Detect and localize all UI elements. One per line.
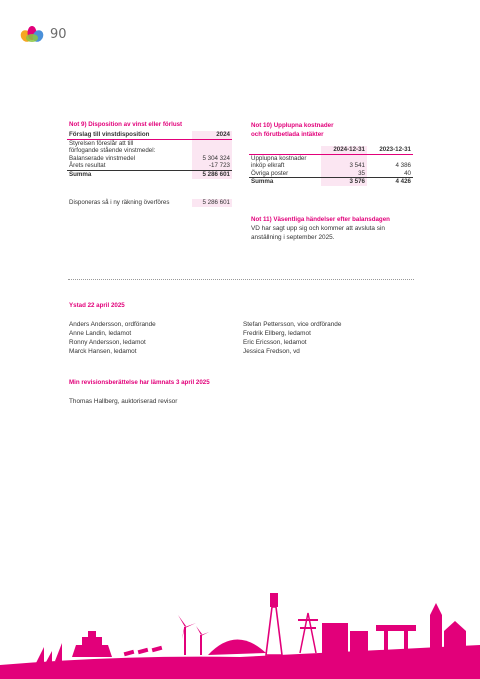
note10-table — [249, 146, 413, 186]
page-number: 90 — [50, 27, 67, 42]
city-skyline-illustration — [0, 585, 480, 679]
signatory: Anders Andersson, ordförande — [69, 321, 156, 328]
signatory: Ronny Andersson, ledamot — [69, 339, 146, 346]
signatory: Eric Ericsson, ledamot — [243, 339, 307, 346]
company-logo-icon — [20, 25, 44, 43]
signatories-left — [69, 320, 156, 356]
signatory: Jessica Fredson, vd — [243, 348, 300, 355]
table-row: Balanserade vinstmedel 5 304 324 — [69, 154, 230, 162]
table-row: Årets resultat -17 723 — [69, 162, 230, 170]
signing-place-date: Ystad 22 april 2025 — [69, 302, 125, 309]
signatory: Fredrik Ellberg, ledamot — [243, 330, 311, 337]
signatory: Marck Hansen, ledamot — [69, 348, 137, 355]
total-row: Summa 5 286 601 — [69, 170, 230, 178]
signatory: Anne Landin, ledamot — [69, 330, 132, 337]
total-row: Summa 3 576 4 426 — [251, 178, 411, 186]
note11-title: Not 11) Väsentliga händelser efter balansdagen — [251, 216, 390, 223]
table-header-row — [249, 146, 413, 154]
table-row: Styrelsen föreslår att till — [67, 139, 232, 147]
note9-title: Not 9) Disposition av vinst eller förlust — [69, 121, 183, 128]
signatories-right — [243, 320, 341, 356]
dotted-divider — [68, 279, 414, 280]
table-row: Upplupna kostnader — [249, 154, 413, 162]
note9-disposal — [67, 199, 232, 207]
table-row: Övriga poster 35 40 — [251, 169, 411, 177]
auditor-name: Thomas Hallberg, auktoriserad revisor — [69, 398, 178, 405]
table-row: förfogande stående vinstmedel: — [67, 147, 232, 155]
note9-table — [67, 131, 232, 179]
table-row: Disponeras så i ny räkning överföres 5 286 601 — [69, 199, 230, 206]
note11-text: VD har sagt upp sig och kommer att avsluta sin anställning i september 2025. — [251, 225, 385, 241]
header-year: 2024 — [192, 131, 232, 139]
header-col1: 2024-12-31 — [321, 146, 367, 154]
header-label: Förslag till vinstdisposition — [67, 131, 192, 139]
signatory: Stefan Pettersson, vice ordförande — [243, 321, 342, 328]
audit-title: Min revisionsberättelse har lämnats 3 april 2025 — [69, 379, 210, 386]
table-header-row — [67, 131, 232, 139]
note10-title: Not 10) Upplupna kostnader och förutbetlada intäkter — [251, 122, 334, 138]
header-col2: 2023-12-31 — [367, 146, 413, 154]
table-row: inköp elkraft 3 541 4 386 — [251, 162, 411, 170]
